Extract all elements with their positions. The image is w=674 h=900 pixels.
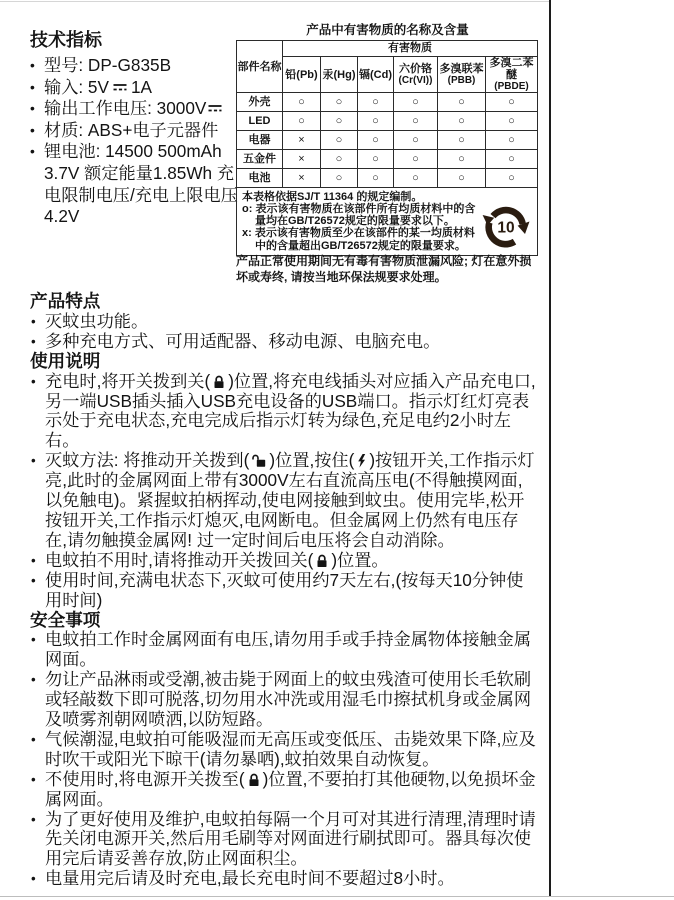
note-cross-meaning: x: 表示该有害物质至少在该部件的某一均质材料中的含量超出GB/T26572规定的限量要求。 xyxy=(242,227,475,252)
hazardous-substances-table xyxy=(236,40,538,256)
spec-battery: • 锂电池: 14500 500mAh 3.7V 额定能量1.85Wh 充电限制电压/充电上限电压4.2V xyxy=(30,141,238,227)
lock-open-icon xyxy=(252,454,266,468)
header-component: 部件名称 xyxy=(237,41,283,93)
safety-item-recharge: • 电量用完后请及时充电,最长充电时间不要超过8小时。 xyxy=(30,869,537,889)
usage-list xyxy=(30,372,537,611)
usage-heading: 使用说明 xyxy=(30,350,101,371)
table-row-battery: 电池 × ○ ○ ○ ○ ○ xyxy=(237,169,538,188)
header-pbde: 多溴二苯醚 (PBDE) xyxy=(486,57,538,93)
tech-specs-list xyxy=(30,55,238,228)
lock-closed-icon xyxy=(213,375,225,389)
dc-symbol-icon xyxy=(112,82,128,92)
safety-item-humidity: • 气候潮湿,电蚊拍可能吸湿而无高压或变低压、击毙效果下降,应及时吹干或阳光下晾干(请勿暴哂),蚊拍效果自动恢复。 xyxy=(30,730,537,770)
table-row-electrics: 电器 × ○ ○ ○ ○ ○ xyxy=(237,131,538,150)
instructions-body xyxy=(30,292,537,889)
table-header-row xyxy=(237,41,538,57)
header-hg: 汞(Hg) xyxy=(321,57,358,93)
usage-item-charging: • 充电时,将开关拨到关( )位置,将充电线插头对应插入产品充电口,另一端USB插头插入USB充电设备的USB端口。指示灯红灯亮表示处于充电状态,充电完成后指示灯转为绿色,充足电约2小时左右。 xyxy=(30,372,537,452)
svg-text:10: 10 xyxy=(497,219,515,237)
safety-heading: 安全事项 xyxy=(30,609,101,630)
rohs-table-title: 产品中有害物质的名称及含量 xyxy=(306,23,469,37)
header-pbb: 多溴联苯 (PBB) xyxy=(438,57,486,93)
dc-symbol-icon xyxy=(207,103,223,113)
page-right-border xyxy=(549,0,551,897)
rohs-section xyxy=(236,20,539,256)
spec-model: • 型号: DP-G835B xyxy=(30,55,238,77)
features-list xyxy=(30,312,537,352)
header-cd: 镉(Cd) xyxy=(358,57,394,93)
safety-item-voltage: • 电蚊拍工作时金属网面有电压,请勿用手或手持金属物体接触金属网面。 xyxy=(30,630,537,670)
spec-material: • 材质: ABS+电子元器件 xyxy=(30,120,238,142)
high-voltage-icon xyxy=(357,454,366,468)
table-row-led: LED ○ ○ ○ ○ ○ ○ xyxy=(237,112,538,131)
table-notes xyxy=(237,188,538,255)
note-circle-meaning: o: 表示该有害物质在该部件所有均质材料中的含量均在GB/T26572规定的限量要求以下。 xyxy=(242,203,476,228)
tech-specs-section xyxy=(30,26,238,228)
header-substances-group: 有害物质 xyxy=(283,41,538,57)
epup-10-recycle-icon xyxy=(479,202,533,252)
spec-input: • 输入: 5V 1A xyxy=(30,77,238,99)
page-bottom-edge xyxy=(0,896,674,897)
feature-item: • 灭蚊虫功能。 xyxy=(30,312,537,332)
usage-item-kill-mosquito: • 灭蚊方法: 将推动开关拨到( )位置,按住( )按钮开关,工作指示灯亮,此时的金属网面上带有3000V左右直流高压电(不得触摸网面,以免触电)。紧握蚊拍柄挥动,使电网接触到蚊虫。使用完毕,松开按钮开关,工作指示灯熄灭,电网断电。但金属网上仍然有电压存在,请勿触摸金属网! 过一定时间后电压将会自动消除。 xyxy=(30,451,537,551)
disposal-note: 产品正常使用期间无有毒有害物质泄漏风险; 灯在意外损坏或寿终, 请按当地环保法规要求处理。 xyxy=(236,254,532,284)
table-row-shell: 外壳 ○ ○ ○ ○ ○ ○ xyxy=(237,93,538,112)
features-heading: 产品特点 xyxy=(30,291,101,311)
header-crvi: 六价铬 (Cr(VI)) xyxy=(394,57,438,93)
table-notes-row xyxy=(237,188,538,255)
safety-item-power-off: • 不使用时,将电源开关拨至( )位置,不要拍打其他硬物,以免损坏金属网面。 xyxy=(30,770,537,810)
safety-list xyxy=(30,630,537,889)
safety-item-maintenance: • 为了更好使用及维护,电蚊拍每隔一个月可对其进行清理,清理时请先关闭电源开关,然后用毛刷等对网面进行刷拭即可。器具每次使用完后请妥善存放,防止网面积尘。 xyxy=(30,810,537,870)
tech-specs-heading: 技术指标 xyxy=(30,30,102,50)
spec-output-voltage: • 输出工作电压: 3000V xyxy=(30,98,238,120)
feature-item: • 多种充电方式、可用适配器、移动电源、电脑充电。 xyxy=(30,332,537,352)
usage-item-switch-off: • 电蚊拍不用时,请将推动开关拨回关( )位置。 xyxy=(30,551,537,571)
safety-item-no-water: • 勿让产品淋雨或受潮,被击毙于网面上的蚊虫残渣可使用长毛软刷或轻敲数下即可脱落,切勿用水冲洗或用湿毛巾擦拭机身或金属网及喷雾剂朝网喷洒,以防短路。 xyxy=(30,670,537,730)
lock-closed-icon xyxy=(316,554,328,568)
note-basis: 本表格依据SJ/T 11364 的规定编制。 xyxy=(242,191,423,204)
lock-closed-icon xyxy=(248,773,260,787)
table-row-hardware: 五金件 × ○ ○ ○ ○ ○ xyxy=(237,150,538,169)
page-top-edge xyxy=(0,1,550,2)
usage-item-duration: • 使用时间,充满电状态下,灭蚊可使用约7天左右,(按每天10分钟使用时间) xyxy=(30,571,537,611)
header-pb: 铅(Pb) xyxy=(283,57,321,93)
